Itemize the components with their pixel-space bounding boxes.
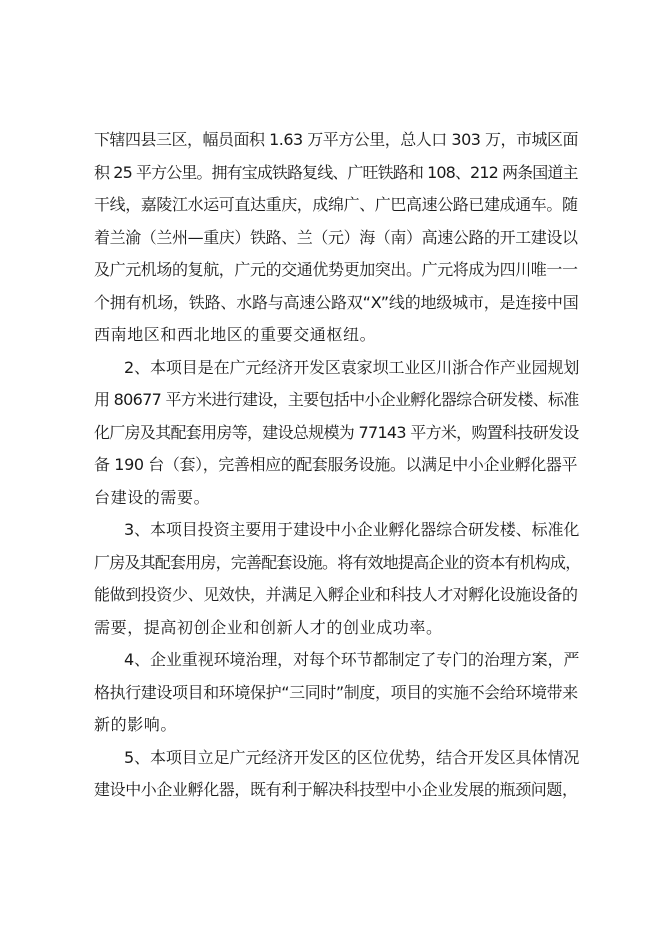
text-line: 着兰渝（兰州—重庆）铁路、兰（元）海（南）高速公路的开工建设以: [94, 227, 578, 247]
text-line: 格执行建设项目和环境保护“三同时”制度，项目的实施不会给环境带来: [94, 682, 578, 702]
document-body: [94, 124, 580, 807]
paragraph-first-line: 2、本项目是在广元经济开发区袁家坝工业区川浙合作产业园规划: [124, 357, 580, 377]
text-line: 积 25 平方公里。拥有宝成铁路复线、广旺铁路和 108、212 两条国道主: [94, 162, 578, 182]
text-line: 需要，提高初创企业和创新人才的创业成功率。: [94, 617, 443, 637]
text-line: 西南地区和西北地区的重要交通枢纽。: [94, 325, 377, 344]
text-line: 用 80677 平方米进行建设，主要包括中小企业孵化器综合研发楼、标准: [94, 390, 579, 409]
text-line: 台建设的需要。: [94, 487, 211, 507]
text-line: 化厂房及其配套用房等，建设总规模为 77143 平方米，购置科技研发设: [94, 422, 579, 442]
text-line: 及广元机场的复航，广元的交通优势更加突出。广元将成为四川唯一一: [94, 260, 578, 279]
text-line: 下辖四县三区，幅员面积 1.63 万平方公里，总人口 303 万，市城区面: [94, 130, 579, 149]
paragraph-first-line: 5、本项目立足广元经济开发区的区位优势，结合开发区具体情况: [124, 747, 580, 767]
text-line: 个拥有机场，铁路、水路与高速公路双“X”线的地级城市，是连接中国: [94, 292, 579, 312]
text-line: 干线，嘉陵江水运可直达重庆，成绵广、广巴高速公路已建成通车。随: [94, 195, 578, 214]
text-line: 备 190 台（套），完善相应的配套服务设施。以满足中小企业孵化器平: [94, 455, 578, 474]
text-line: 能做到投资少、见效快，并满足入孵企业和科技人才对孵化设施设备的: [94, 585, 578, 604]
text-line: 厂房及其配套用房，完善配套设施。将有效地提高企业的资本有机构成，: [94, 552, 581, 572]
paragraph-first-line: 4、企业重视环境治理，对每个环节都制定了专门的治理方案，严: [124, 650, 580, 669]
paragraph-first-line: 3、本项目投资主要用于建设中小企业孵化器综合研发楼、标准化: [124, 520, 580, 539]
text-line: 建设中小企业孵化器，既有利于解决科技型中小企业发展的瓶颈问题，: [94, 780, 578, 799]
text-line: 新的影响。: [94, 715, 178, 734]
